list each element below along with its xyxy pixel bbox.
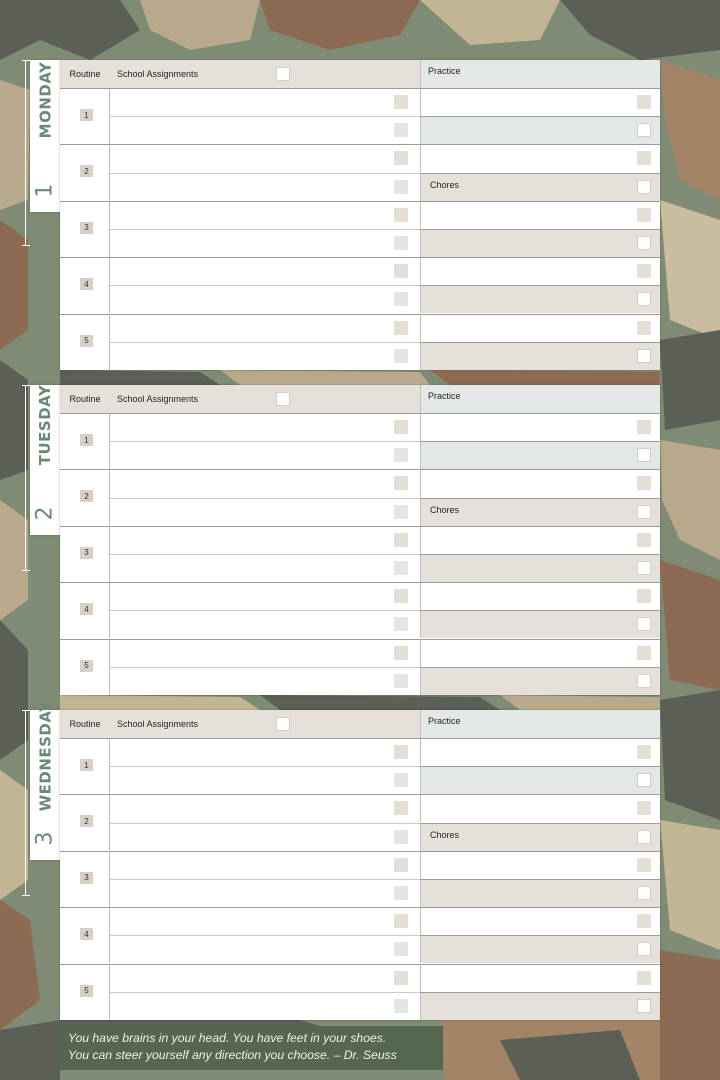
assignment-checkbox[interactable] <box>394 971 408 985</box>
practice-row[interactable] <box>420 285 660 313</box>
practice-checkbox[interactable] <box>637 95 651 109</box>
practice-checkbox[interactable] <box>637 914 651 928</box>
practice-row[interactable] <box>420 639 660 667</box>
day-name: MONDAY <box>36 61 54 139</box>
practice-row[interactable] <box>420 667 660 695</box>
assignment-checkbox[interactable] <box>394 349 408 363</box>
header-routine: Routine <box>60 60 111 88</box>
practice-checkbox[interactable] <box>637 476 651 490</box>
practice-row[interactable] <box>420 964 660 992</box>
routine-cell <box>60 738 110 794</box>
routine-number: 3 <box>80 547 93 559</box>
routine-number: 1 <box>80 759 93 771</box>
practice-row[interactable] <box>420 469 660 497</box>
assignment-row[interactable] <box>110 639 420 667</box>
practice-row[interactable] <box>420 441 660 469</box>
practice-checkbox[interactable] <box>276 717 290 731</box>
assignment-checkbox[interactable] <box>394 674 408 688</box>
practice-row[interactable] <box>420 88 660 116</box>
routine-number: 4 <box>80 603 93 615</box>
practice-row[interactable] <box>420 935 660 963</box>
assignment-row[interactable] <box>110 554 420 582</box>
assignment-row[interactable] <box>110 851 420 879</box>
assignment-row[interactable] <box>110 667 420 695</box>
practice-row[interactable] <box>420 554 660 582</box>
practice-checkbox[interactable] <box>637 942 651 956</box>
practice-checkbox[interactable] <box>637 420 651 434</box>
routine-cell <box>60 257 110 313</box>
practice-row[interactable] <box>420 851 660 879</box>
header-routine: Routine <box>60 710 111 738</box>
routine-number: 2 <box>80 815 93 827</box>
routine-cell <box>60 314 110 370</box>
chores-label: Chores <box>430 179 460 190</box>
assignment-row[interactable] <box>110 992 420 1020</box>
assignment-row[interactable] <box>110 879 420 907</box>
assignment-row[interactable] <box>110 526 420 554</box>
practice-checkbox[interactable] <box>637 533 651 547</box>
practice-checkbox[interactable] <box>637 448 651 462</box>
header-routine: Routine <box>60 385 111 413</box>
day-tab-wednesday <box>30 700 60 860</box>
practice-row[interactable] <box>420 257 660 285</box>
practice-checkbox[interactable] <box>637 858 651 872</box>
routine-cell <box>60 144 110 200</box>
assignment-row[interactable] <box>110 498 420 526</box>
assignment-row[interactable] <box>110 907 420 935</box>
routine-cell <box>60 964 110 1020</box>
assignment-checkbox[interactable] <box>394 745 408 759</box>
assignment-row[interactable] <box>110 469 420 497</box>
practice-row[interactable] <box>420 738 660 766</box>
chores-label: Chores <box>430 504 460 515</box>
chores-row[interactable] <box>420 498 660 526</box>
assignment-row[interactable] <box>110 173 420 201</box>
practice-checkbox[interactable] <box>637 264 651 278</box>
routine-number: 5 <box>80 335 93 347</box>
assignment-checkbox[interactable] <box>394 858 408 872</box>
routine-number: 1 <box>80 434 93 446</box>
assignment-checkbox[interactable] <box>394 942 408 956</box>
assignment-checkbox[interactable] <box>394 773 408 787</box>
day-planner-tuesday <box>60 385 660 695</box>
assignment-row[interactable] <box>110 582 420 610</box>
assignment-checkbox[interactable] <box>394 180 408 194</box>
assignment-checkbox[interactable] <box>394 208 408 222</box>
day-tab-tuesday <box>30 385 60 535</box>
practice-row[interactable] <box>420 794 660 822</box>
assignment-checkbox[interactable] <box>394 830 408 844</box>
practice-row[interactable] <box>420 582 660 610</box>
practice-checkbox[interactable] <box>637 971 651 985</box>
practice-checkbox[interactable] <box>637 292 651 306</box>
day-number: 3 <box>32 831 58 845</box>
routine-number: 2 <box>80 165 93 177</box>
quote-box <box>60 1026 443 1070</box>
chores-checkbox[interactable] <box>637 830 651 844</box>
routine-number: 5 <box>80 660 93 672</box>
assignment-checkbox[interactable] <box>394 886 408 900</box>
practice-checkbox[interactable] <box>637 773 651 787</box>
practice-checkbox[interactable] <box>637 123 651 137</box>
chores-label: Chores <box>430 829 460 840</box>
assignment-row[interactable] <box>110 257 420 285</box>
practice-row[interactable] <box>420 229 660 257</box>
assignment-row[interactable] <box>110 285 420 313</box>
assignment-checkbox[interactable] <box>394 123 408 137</box>
assignment-checkbox[interactable] <box>394 321 408 335</box>
day-tab-monday <box>30 60 60 212</box>
routine-number: 4 <box>80 278 93 290</box>
practice-checkbox[interactable] <box>637 236 651 250</box>
routine-cell <box>60 201 110 257</box>
routine-number: 4 <box>80 928 93 940</box>
practice-checkbox[interactable] <box>637 321 651 335</box>
practice-row[interactable] <box>420 116 660 144</box>
practice-checkbox[interactable] <box>637 561 651 575</box>
routine-number: 1 <box>80 109 93 121</box>
day-name: TUESDAY <box>36 384 55 466</box>
practice-checkbox[interactable] <box>276 392 290 406</box>
practice-row[interactable] <box>420 766 660 794</box>
assignment-row[interactable] <box>110 738 420 766</box>
chores-checkbox[interactable] <box>637 505 651 519</box>
practice-checkbox[interactable] <box>637 617 651 631</box>
assignment-checkbox[interactable] <box>394 476 408 490</box>
day-planner-wednesday <box>60 710 660 1020</box>
routine-cell <box>60 907 110 963</box>
practice-row[interactable] <box>420 413 660 441</box>
practice-row[interactable] <box>420 610 660 638</box>
practice-checkbox[interactable] <box>637 886 651 900</box>
assignment-checkbox[interactable] <box>394 420 408 434</box>
routine-cell <box>60 526 110 582</box>
practice-row[interactable] <box>420 879 660 907</box>
day-number: 2 <box>32 506 58 520</box>
assignment-checkbox[interactable] <box>394 533 408 547</box>
routine-cell <box>60 794 110 850</box>
practice-checkbox[interactable] <box>637 745 651 759</box>
routine-number: 5 <box>80 985 93 997</box>
practice-checkbox[interactable] <box>637 349 651 363</box>
header-school-assignments: School Assignments <box>110 710 420 738</box>
assignment-checkbox[interactable] <box>394 914 408 928</box>
practice-row[interactable] <box>420 144 660 172</box>
practice-row[interactable] <box>420 907 660 935</box>
practice-row[interactable] <box>420 201 660 229</box>
routine-number: 3 <box>80 872 93 884</box>
assignment-checkbox[interactable] <box>394 646 408 660</box>
chores-row[interactable] <box>420 823 660 851</box>
assignment-checkbox[interactable] <box>394 236 408 250</box>
assignment-checkbox[interactable] <box>394 505 408 519</box>
assignment-checkbox[interactable] <box>394 617 408 631</box>
assignment-row[interactable] <box>110 413 420 441</box>
header-practice: Practice <box>420 60 660 88</box>
assignment-row[interactable] <box>110 342 420 370</box>
routine-cell <box>60 88 110 144</box>
assignment-row[interactable] <box>110 794 420 822</box>
practice-checkbox[interactable] <box>637 208 651 222</box>
header-school-assignments: School Assignments <box>110 385 420 413</box>
assignment-row[interactable] <box>110 201 420 229</box>
practice-checkbox[interactable] <box>637 646 651 660</box>
practice-checkbox[interactable] <box>637 151 651 165</box>
assignment-row[interactable] <box>110 116 420 144</box>
assignment-row[interactable] <box>110 229 420 257</box>
assignment-row[interactable] <box>110 823 420 851</box>
assignment-checkbox[interactable] <box>394 95 408 109</box>
assignment-checkbox[interactable] <box>394 999 408 1013</box>
day-name: WEDNESDAY <box>36 700 54 812</box>
assignment-checkbox[interactable] <box>394 448 408 462</box>
day-number: 1 <box>32 183 58 197</box>
assignment-row[interactable] <box>110 935 420 963</box>
practice-row[interactable] <box>420 342 660 370</box>
practice-checkbox[interactable] <box>637 801 651 815</box>
routine-number: 3 <box>80 222 93 234</box>
day-planner-monday <box>60 60 660 370</box>
assignment-checkbox[interactable] <box>394 589 408 603</box>
assignment-row[interactable] <box>110 88 420 116</box>
assignment-row[interactable] <box>110 610 420 638</box>
quote-line-1: You have brains in your head. You have feet in your shoes. <box>68 1031 387 1045</box>
assignment-checkbox[interactable] <box>394 264 408 278</box>
practice-checkbox[interactable] <box>637 589 651 603</box>
practice-row[interactable] <box>420 526 660 554</box>
practice-row[interactable] <box>420 314 660 342</box>
practice-checkbox[interactable] <box>276 67 290 81</box>
assignment-row[interactable] <box>110 144 420 172</box>
routine-cell <box>60 851 110 907</box>
header-school-assignments: School Assignments <box>110 60 420 88</box>
routine-cell <box>60 639 110 695</box>
chores-row[interactable] <box>420 173 660 201</box>
assignment-checkbox[interactable] <box>394 151 408 165</box>
quote-line-2: You can steer yourself any direction you choose. – Dr. Seuss <box>68 1048 397 1062</box>
assignment-checkbox[interactable] <box>394 801 408 815</box>
practice-checkbox[interactable] <box>637 674 651 688</box>
chores-checkbox[interactable] <box>637 180 651 194</box>
practice-row[interactable] <box>420 992 660 1020</box>
header-practice: Practice <box>420 385 660 413</box>
routine-cell <box>60 413 110 469</box>
assignment-checkbox[interactable] <box>394 561 408 575</box>
routine-number: 2 <box>80 490 93 502</box>
header-practice: Practice <box>420 710 660 738</box>
routine-cell <box>60 582 110 638</box>
assignment-row[interactable] <box>110 964 420 992</box>
assignment-row[interactable] <box>110 441 420 469</box>
assignment-checkbox[interactable] <box>394 292 408 306</box>
practice-checkbox[interactable] <box>637 999 651 1013</box>
routine-cell <box>60 469 110 525</box>
assignment-row[interactable] <box>110 766 420 794</box>
assignment-row[interactable] <box>110 314 420 342</box>
